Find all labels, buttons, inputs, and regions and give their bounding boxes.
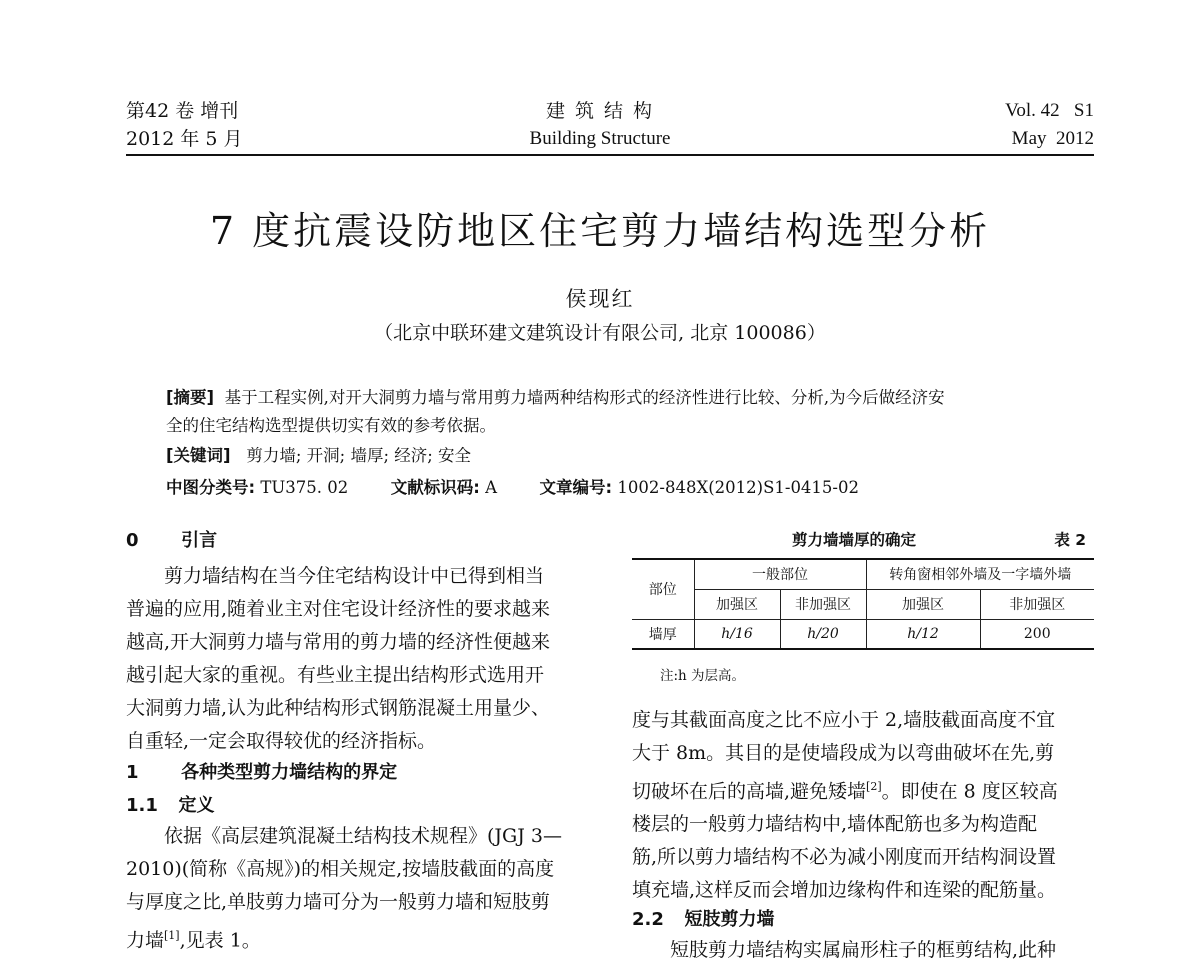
paper-title: 7 度抗震设防地区住宅剪力墙结构选型分析: [209, 209, 991, 253]
table-cell: h/12: [866, 619, 980, 649]
short-wall-paragraph: 短肢剪力墙结构实属扁形柱子的框剪结构,此种: [670, 939, 1057, 961]
abstract-text-2: 全的住宅结构选型提供切实有效的参考依据。: [166, 416, 496, 435]
definition-line: 2010)(简称《高规》)的相关规定,按墙肢截面的高度: [126, 858, 555, 880]
abstract-text-1: 基于工程实例,对开大洞剪力墙与常用剪力墙两种结构形式的经济性进行比较、分析,为今后做经济安: [224, 388, 945, 407]
section-1-number: 1: [126, 762, 139, 783]
journal-date: 2012 年 5 月: [126, 128, 243, 150]
table-subheader: 非加强区: [980, 589, 1094, 619]
table-subheader: 加强区: [866, 589, 980, 619]
article-no-value: 1002-848X(2012)S1-0415-02: [617, 478, 860, 497]
journal-vol-en: Vol. 42 S1: [1005, 100, 1094, 121]
table-header-group-1: 一般部位: [694, 559, 866, 589]
section-1-1-heading: [126, 791, 214, 817]
keywords-label: [关键词]: [166, 446, 231, 465]
journal-name-cn: 建 筑 结 构: [545, 100, 655, 122]
section-2-2-number: 2.2: [632, 909, 664, 930]
definition-line: 与厚度之比,单肢剪力墙可分为一般剪力墙和短肢剪: [126, 891, 551, 913]
clc-label: 中图分类号:: [166, 478, 256, 497]
right-line: 大于 8m。其目的是使墙段成为以弯曲破坏在先,剪: [632, 742, 1055, 764]
clc-value: TU375. 02: [260, 478, 349, 497]
table-cell: h/16: [694, 619, 780, 649]
table-2: [632, 558, 1094, 650]
table-header-group-2: 转角窗相邻外墙及一字墙外墙: [866, 559, 1094, 589]
citation-2[interactable]: [2]: [866, 780, 882, 793]
doc-code-value: A: [485, 478, 498, 497]
intro-line: 大洞剪力墙,认为此种结构形式钢筋混凝土用量少、: [126, 697, 551, 719]
abstract-label: [摘要]: [166, 388, 215, 407]
journal-date-en: May 2012: [1011, 128, 1094, 149]
intro-line: 普遍的应用,随着业主对住宅设计经济性的要求越来: [126, 598, 551, 620]
table-subheader: 加强区: [694, 589, 780, 619]
table-subheader: 非加强区: [780, 589, 866, 619]
section-2-2-heading: [632, 905, 774, 931]
abstract: [166, 384, 1066, 412]
keywords: [166, 442, 471, 470]
right-paragraph: [632, 704, 1094, 907]
table-2-note: 注:h 为层高。: [660, 668, 746, 684]
right-line: 填充墙,这样反而会增加边缘构件和连梁的配筋量。: [632, 879, 1057, 902]
article-no-label: 文章编号:: [539, 478, 613, 497]
section-0-number: 0: [126, 530, 139, 551]
table-header-position: 部位: [632, 559, 694, 619]
intro-line: 剪力墙结构在当今住宅结构设计中已得到相当: [164, 565, 545, 587]
section-1-title: 各种类型剪力墙结构的界定: [181, 762, 398, 783]
section-1-1-number: 1.1: [126, 795, 158, 816]
section-0-title: 引言: [181, 530, 218, 551]
keywords-text: 剪力墙; 开洞; 墙厚; 经济; 安全: [246, 446, 472, 465]
author: 侯现红: [565, 287, 635, 311]
intro-line: 自重轻,一定会取得较优的经济指标。: [126, 730, 437, 752]
section-1-heading: [126, 758, 397, 784]
affiliation: （北京中联环建文建筑设计有限公司, 北京 100086）: [374, 322, 826, 344]
section-2-2-title: 短肢剪力墙: [684, 909, 775, 930]
journal-volume: 第42 卷 增刊: [126, 100, 239, 122]
table-2-label: 表 2: [1054, 531, 1086, 549]
section-1-1-title: 定义: [178, 795, 215, 816]
definition-text: 力墙: [126, 929, 165, 952]
doc-code-label: 文献标识码:: [390, 478, 480, 497]
table-cell: 200: [980, 619, 1094, 649]
citation-1[interactable]: [1]: [164, 929, 180, 942]
right-line: 筋,所以剪力墙结构不必为减小刚度而开结构洞设置: [632, 846, 1057, 869]
table-cell: h/20: [780, 619, 866, 649]
header-rule: [126, 154, 1094, 156]
right-line: 度与其截面高度之比不应小于 2,墙肢截面高度不宜: [632, 709, 1056, 731]
right-text: 切破坏在后的高墙,避免矮墙: [632, 780, 867, 803]
table-row-label: 墙厚: [632, 619, 694, 649]
right-text: 。即使在 8 度区较高: [881, 780, 1058, 803]
table-2-title: 剪力墙墙厚的确定: [792, 531, 917, 549]
intro-paragraph: [126, 560, 584, 758]
intro-line: 越高,开大洞剪力墙与常用的剪力墙的经济性便越来: [126, 631, 551, 653]
definition-line: 依据《高层建筑混凝土结构技术规程》(JGJ 3—: [164, 825, 562, 847]
right-line: [632, 770, 1094, 808]
classification: [166, 474, 859, 502]
right-line: 楼层的一般剪力墙结构中,墙体配筋也多为构造配: [632, 813, 1038, 836]
section-0-heading: [126, 526, 217, 552]
journal-name-en: Building Structure: [529, 128, 671, 149]
intro-line: 越引起大家的重视。有些业主提出结构形式选用开: [126, 664, 545, 686]
definition-text: ,见表 1。: [179, 929, 261, 952]
definition-paragraph: [126, 820, 584, 957]
